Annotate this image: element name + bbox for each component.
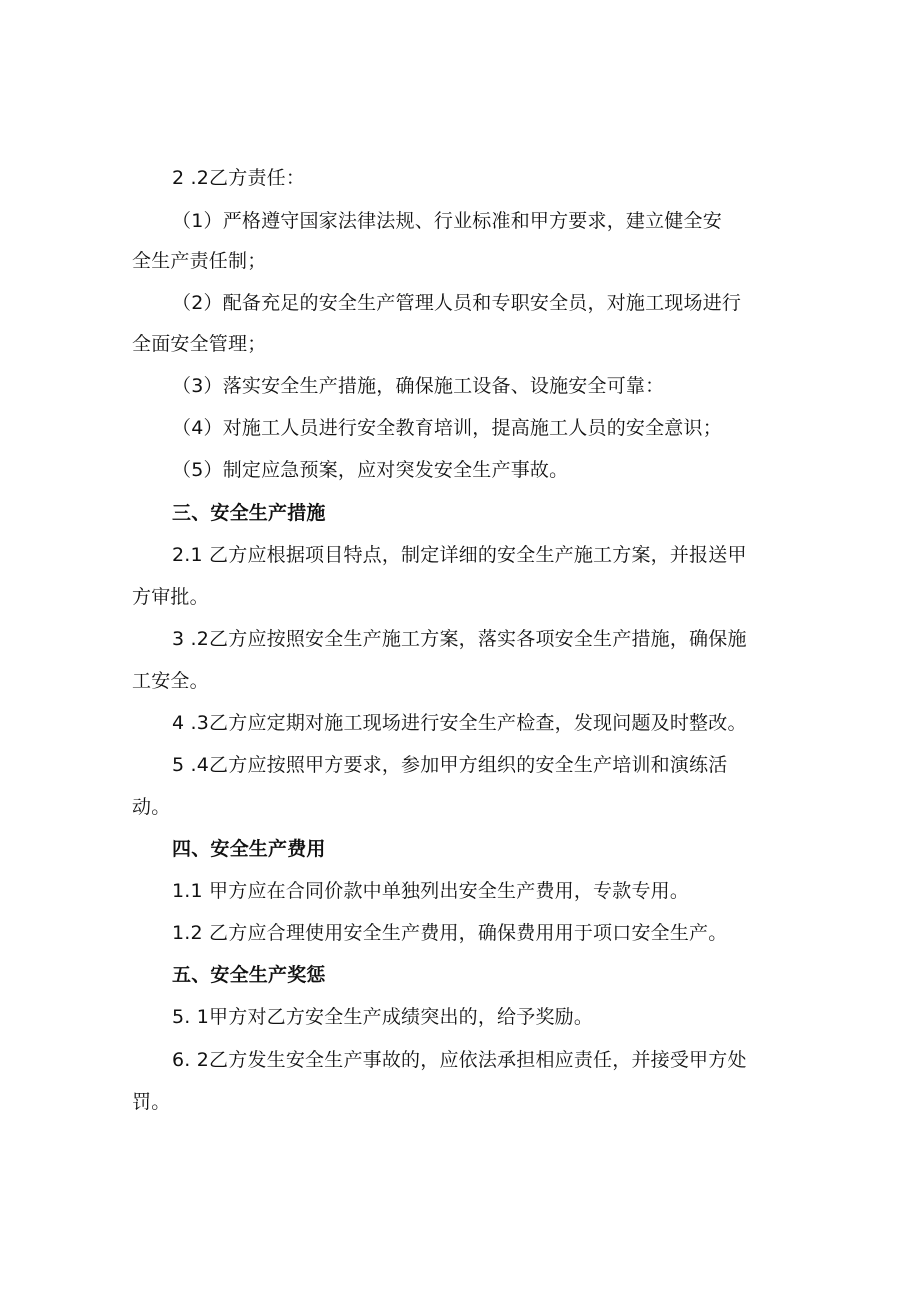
item-3: （3）落实安全生产措施，确保施工设备、设施安全可靠：: [172, 375, 665, 397]
heading-safety-measures: 三、安全生产措施: [172, 502, 326, 524]
item-1-line-1: （1）严格遵守国家法律法规、行业标准和甲方要求，建立健全安: [172, 210, 722, 232]
item-2-line-2: 全面安全管理；: [132, 333, 267, 355]
measure-4-3: 4 .3乙方应定期对施工现场进行安全生产检查，发现问题及时整改。: [172, 712, 747, 734]
item-2-line-1: （2）配备充足的安全生产管理人员和专职安全员，对施工现场进行: [172, 292, 742, 314]
item-4: （4）对施工人员进行安全教育培训，提高施工人员的安全意识；: [172, 417, 722, 439]
cost-1-1: 1.1 甲方应在合同价款中单独列出安全生产费用，专款专用。: [172, 880, 690, 902]
measure-3-2-line-1: 3 .2乙方应按照安全生产施工方案，落实各项安全生产措施，确保施: [172, 628, 747, 650]
reward-5-1: 5. 1甲方对乙方安全生产成绩突出的，给予奖励。: [172, 1006, 594, 1028]
measure-2-1-line-1: 2.1 乙方应根据项目特点，制定详细的安全生产施工方案，并报送甲: [172, 544, 747, 566]
measure-2-1-line-2: 方审批。: [132, 586, 209, 608]
measure-3-2-line-2: 工安全。: [132, 670, 209, 692]
section-2-2-title: 2 .2乙方责任：: [172, 167, 306, 189]
heading-safety-costs: 四、安全生产费用: [172, 838, 326, 860]
item-5: （5）制定应急预案，应对突发安全生产事故。: [172, 459, 569, 481]
measure-5-4-line-1: 5 .4乙方应按照甲方要求，参加甲方组织的安全生产培训和演练活: [172, 754, 728, 776]
penalty-6-2-line-1: 6. 2乙方发生安全生产事故的，应依法承担相应责任，并接受甲方处: [172, 1049, 747, 1071]
item-1-line-2: 全生产责任制；: [132, 250, 267, 272]
cost-1-2: 1.2 乙方应合理使用安全生产费用，确保费用用于项口安全生产。: [172, 922, 728, 944]
heading-rewards-penalties: 五、安全生产奖惩: [172, 964, 326, 986]
penalty-6-2-line-2: 罚。: [132, 1091, 171, 1113]
measure-5-4-line-2: 动。: [132, 796, 171, 818]
